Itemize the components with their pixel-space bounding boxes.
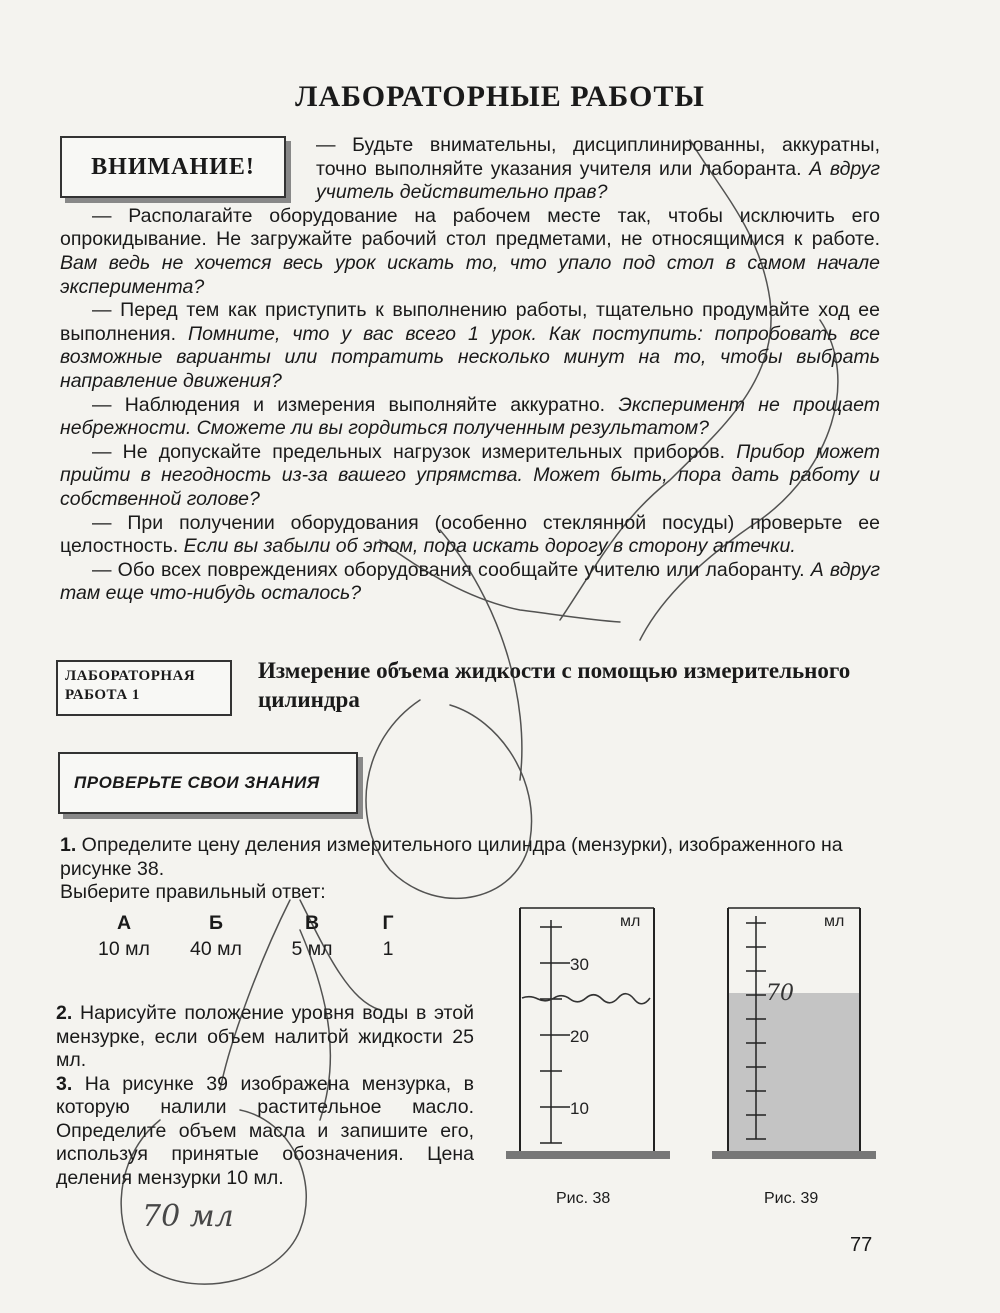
- lab-work-title: Измерение объема жидкости с помощью измерительного цилиндра: [258, 658, 851, 712]
- unit-label: мл: [824, 913, 845, 930]
- scale-label: 10: [570, 1099, 589, 1118]
- rule-paragraph: — Обо всех повреждениях оборудования сообщайте учителю или лаборанту. А вдруг там еще что-нибудь осталось?: [60, 558, 880, 605]
- safety-rules: [60, 134, 880, 606]
- figure-38-caption: Рис. 38: [556, 1190, 611, 1207]
- figure-39-cylinder: [706, 900, 886, 1170]
- cylinder-base: [712, 1151, 876, 1159]
- answer-options: [84, 910, 444, 970]
- answer-option-v: В 5 мл: [291, 912, 333, 960]
- lab-work-label: ЛАБОРАТОРНАЯ РАБОТА 1: [56, 660, 232, 716]
- handwritten-answer: 70 мл: [142, 1199, 234, 1234]
- rule-paragraph: — При получении оборудования (особенно стеклянной посуды) проверьте ее целостность. Если вы забыли об этом, пора искать дорогу в сторону аптечки.: [60, 511, 880, 558]
- rule-paragraph: — Наблюдения и измерения выполняйте аккуратно. Эксперимент не прощает небрежности. Сможете ли вы гордиться полученным результатом?: [60, 393, 880, 440]
- question-3: 3. На рисунке 39 изображена мензурка, в которую налили растительное масло. Определите объем масла и запишите его, используя принятые обозначения. Цена деления мензурки 10 мл.: [56, 1072, 474, 1189]
- cylinder-base: [506, 1151, 670, 1159]
- page-number: 77: [850, 1234, 873, 1256]
- answer-option-a: А 10 мл: [98, 912, 150, 960]
- page-title: ЛАБОРАТОРНЫЕ РАБОТЫ: [295, 80, 705, 113]
- check-knowledge-box: ПРОВЕРЬТЕ СВОИ ЗНАНИЯ: [58, 752, 358, 814]
- scale-label: 20: [570, 1027, 589, 1046]
- answer-option-g: Г 1: [382, 912, 394, 960]
- rule-paragraph: — Не допускайте предельных нагрузок измерительных приборов. Прибор может прийти в негодность из-за вашего упрямства. Может быть, пора дать работу и собственной голове?: [60, 440, 880, 510]
- questions-2-3: [56, 1002, 474, 1190]
- answer-option-b: Б 40 мл: [190, 912, 242, 960]
- rule-paragraph: — Располагайте оборудование на рабочем месте так, чтобы исключить его опрокидывание. Не загружайте рабочий стол предметами, не относящимися к работе. Вам ведь не хочется весь урок искать то, что упало под стол в самом начале эксперимента?: [60, 204, 880, 298]
- attention-box: ВНИМАНИЕ!: [60, 136, 286, 198]
- rule-paragraph: — Будьте внимательны, дисциплинированны, аккуратны, точно выполняйте указания учителя или лаборанта. А вдруг учитель действительно прав?: [316, 134, 880, 204]
- handwritten-70: 70: [766, 981, 794, 1006]
- figure-38-cylinder: [500, 900, 680, 1170]
- rule-paragraph: — Перед тем как приступить к выполнению работы, тщательно продумайте ход ее выполнения. Помните, что у вас всего 1 урок. Как поступить: попробовать все возможные варианты или потратить несколько минут на то, чтобы выбрать направление движения?: [60, 299, 880, 392]
- figure-39-caption: Рис. 39: [764, 1190, 819, 1207]
- unit-label: мл: [620, 913, 641, 930]
- scale-label: 30: [570, 955, 589, 974]
- scale-ticks: [540, 920, 570, 1143]
- question-2: 2. Нарисуйте положение уровня воды в этой мензурке, если объем налитой жидкости 25 мл.: [56, 1002, 474, 1071]
- oil-fill: [728, 993, 860, 1151]
- question-1: 1. Определите цену деления измерительного цилиндра (мензурки), изображенного на рисунке 38. Выберите правильный ответ:: [60, 834, 843, 903]
